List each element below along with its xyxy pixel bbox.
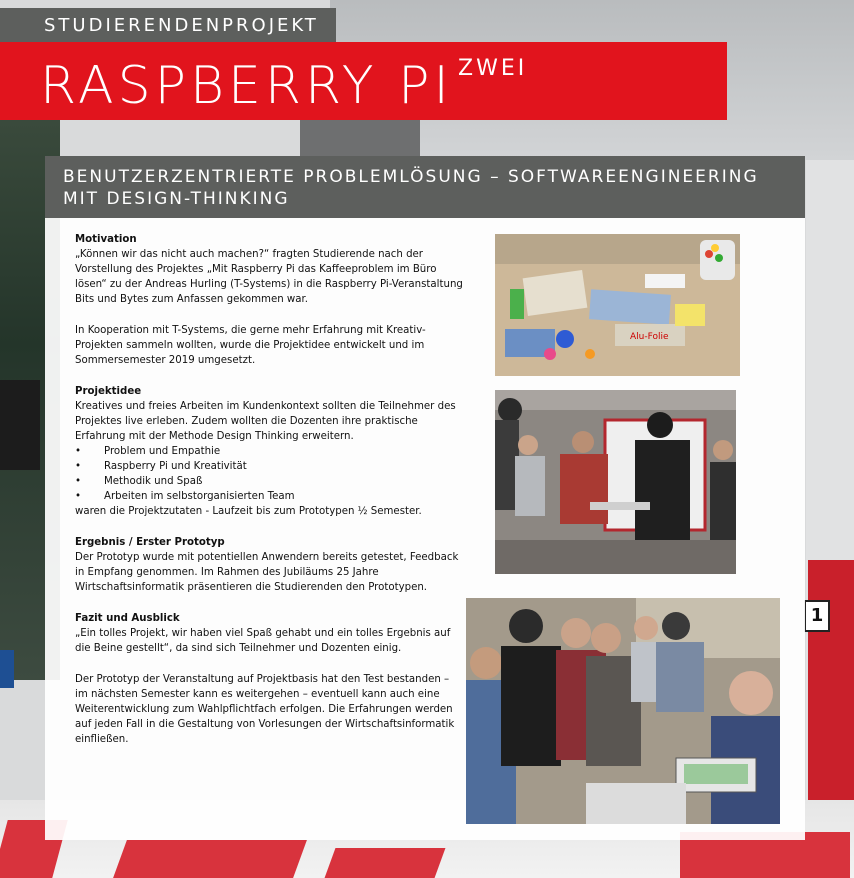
bg-red-shape — [113, 840, 307, 878]
page-title: RASPBERRY PI — [40, 56, 453, 116]
bg-room-number: 1 — [804, 600, 830, 632]
photo-prototype-presentation — [466, 598, 780, 824]
photo-prototype-presentation-illustration — [466, 598, 780, 824]
motivation-paragraph-1: „Können wir das nicht auch machen?“ fragten Studierende nach der Vorstellung des Projektes „Mit Raspberry Pi das Kaffeeproblem im Büro lösen“ zu der Andreas Hurling (T-Systems) in die Raspberry Pi-Veranstaltung Bits und Bytes zum Anfassen gekommen war. — [75, 249, 463, 305]
article-text — [75, 232, 465, 747]
bg-connector — [300, 120, 420, 156]
list-item: • Arbeiten im selbstorganisierten Team — [75, 489, 465, 504]
ergebnis-paragraph: Der Prototyp wurde mit potentiellen Anwendern bereits getestet, Feedback in Empfang genommen. Im Rahmen des Jubiläums 25 Jahre Wirtschaftsinformatik präsentieren die Studierenden den Prototypen. — [75, 552, 459, 593]
motivation-heading: Motivation — [75, 234, 137, 245]
section-heading — [45, 156, 805, 218]
list-item: • Problem und Empathie — [75, 444, 465, 459]
ergebnis-heading: Ergebnis / Erster Prototyp — [75, 537, 225, 548]
section-heading-line-2: MIT DESIGN-THINKING — [63, 189, 290, 209]
fazit-paragraph-1: „Ein tolles Projekt, wir haben viel Spaß gehabt und ein tolles Ergebnis auf die Beine gestellt“, da sind sich Teilnehmer und Dozenten einig. — [75, 628, 451, 654]
list-item: • Methodik und Spaß — [75, 474, 465, 489]
projektidee-bullet-list — [75, 444, 465, 504]
page-title-superscript: ZWEI — [458, 56, 528, 81]
section-heading-line-1: BENUTZERZENTRIERTE PROBLEMLÖSUNG – SOFTWAREENGINEERING — [63, 167, 759, 187]
bg-red-shape — [325, 848, 446, 878]
photo-box-label: Alu-Folie — [630, 332, 669, 342]
list-item: • Raspberry Pi und Kreativität — [75, 459, 465, 474]
projektidee-paragraph-1: Kreatives und freies Arbeiten im Kundenkontext sollten die Teilnehmer des Projektes live erleben. Zudem wollten die Dozenten ihre praktische Erfahrung mit der Methode Design Thinking erweitern. — [75, 401, 456, 442]
motivation-paragraph-2: In Kooperation mit T-Systems, die gerne mehr Erfahrung mit Kreativ-Projekten sammeln wollten, wurde die Projektidee entwickelt und im Sommersemester 2019 umgesetzt. — [75, 325, 426, 366]
fazit-paragraph-2: Der Prototyp der Veranstaltung auf Projektbasis hat den Test bestanden – im nächsten Semester kann es weitergehen – eventuell kann auch eine Weiterentwicklung zum Wahlpflichtfach erfolgen. Die Erfahrungen werden auf jeden Fall in die Gestaltung von Vorlesungen der Wirtschaftsinformatik einfließen. — [75, 674, 455, 745]
fazit-heading: Fazit und Ausblick — [75, 613, 180, 624]
bg-blue-marker — [0, 650, 14, 688]
bg-chip — [0, 380, 40, 470]
projektidee-paragraph-2: waren die Projektzutaten - Laufzeit bis zum Prototypen ½ Semester. — [75, 506, 422, 517]
title-bar — [0, 42, 727, 120]
photo-team-at-whiteboard — [495, 390, 736, 574]
photo-craft-materials-table-illustration — [495, 234, 740, 376]
photo-team-at-whiteboard-illustration — [495, 390, 736, 574]
project-category-label: STUDIERENDENPROJEKT — [0, 8, 336, 44]
projektidee-heading: Projektidee — [75, 386, 142, 397]
photo-craft-materials-table — [495, 234, 740, 376]
